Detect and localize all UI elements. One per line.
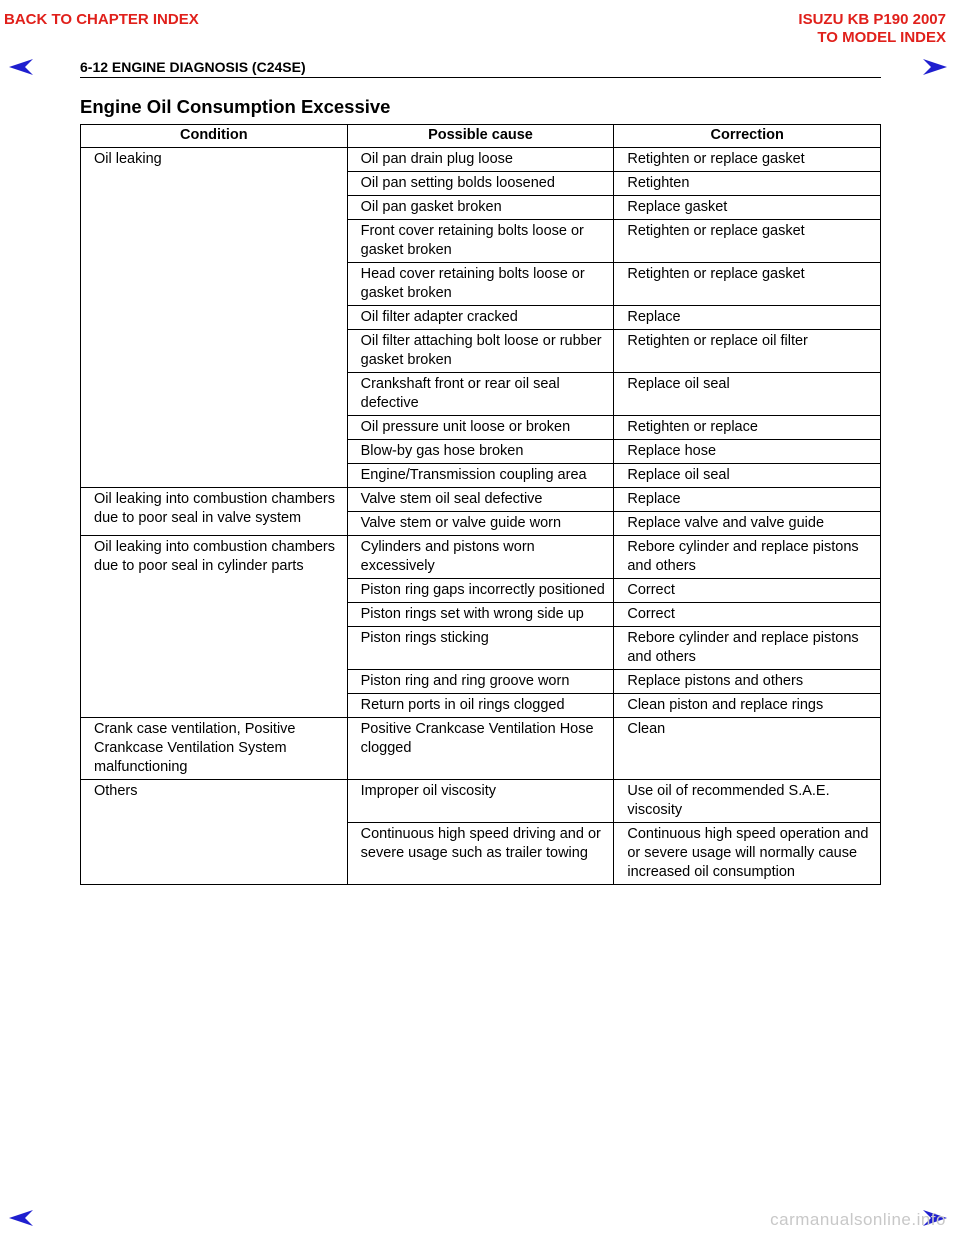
- possible-cause-cell: Cylinders and pistons worn excessively: [347, 536, 614, 579]
- table-row: [81, 148, 881, 172]
- correction-cell: Retighten: [614, 172, 881, 196]
- correction-cell: Replace oil seal: [614, 464, 881, 488]
- possible-cause-cell: Piston rings set with wrong side up: [347, 603, 614, 627]
- table-row: [81, 718, 881, 780]
- possible-cause-cell: Continuous high speed driving and or severe usage such as trailer towing: [347, 823, 614, 885]
- possible-cause-cell: Engine/Transmission coupling area: [347, 464, 614, 488]
- possible-cause-cell: Blow-by gas hose broken: [347, 440, 614, 464]
- possible-cause-cell: Piston rings sticking: [347, 627, 614, 670]
- possible-cause-cell: Front cover retaining bolts loose or gasket broken: [347, 220, 614, 263]
- model-title-link[interactable]: ISUZU KB P190 2007: [798, 11, 946, 28]
- correction-cell: Correct: [614, 603, 881, 627]
- correction-cell: Replace pistons and others: [614, 670, 881, 694]
- possible-cause-cell: Return ports in oil rings clogged: [347, 694, 614, 718]
- section-title: Engine Oil Consumption Excessive: [80, 96, 391, 117]
- correction-cell: Continuous high speed operation and or severe usage will normally cause increased oil consumption: [614, 823, 881, 885]
- condition-cell: Oil leaking into combustion chambers due to poor seal in cylinder parts: [81, 536, 348, 718]
- column-header-condition: Condition: [81, 125, 348, 148]
- correction-cell: Clean piston and replace rings: [614, 694, 881, 718]
- possible-cause-cell: Head cover retaining bolts loose or gasket broken: [347, 263, 614, 306]
- correction-cell: Replace hose: [614, 440, 881, 464]
- possible-cause-cell: Oil pan drain plug loose: [347, 148, 614, 172]
- correction-cell: Retighten or replace: [614, 416, 881, 440]
- possible-cause-cell: Crankshaft front or rear oil seal defective: [347, 373, 614, 416]
- column-header-correction: Correction: [614, 125, 881, 148]
- condition-cell: Others: [81, 780, 348, 885]
- back-to-chapter-index-link[interactable]: BACK TO CHAPTER INDEX: [4, 11, 199, 28]
- correction-cell: Rebore cylinder and replace pistons and others: [614, 536, 881, 579]
- correction-cell: Replace gasket: [614, 196, 881, 220]
- correction-cell: Replace oil seal: [614, 373, 881, 416]
- correction-cell: Use oil of recommended S.A.E. viscosity: [614, 780, 881, 823]
- possible-cause-cell: Oil filter attaching bolt loose or rubber gasket broken: [347, 330, 614, 373]
- correction-cell: Rebore cylinder and replace pistons and others: [614, 627, 881, 670]
- possible-cause-cell: Valve stem or valve guide worn: [347, 512, 614, 536]
- next-page-arrow-icon[interactable]: [922, 58, 948, 76]
- possible-cause-cell: Improper oil viscosity: [347, 780, 614, 823]
- condition-cell: Oil leaking into combustion chambers due to poor seal in valve system: [81, 488, 348, 536]
- correction-cell: Clean: [614, 718, 881, 780]
- column-header-possible-cause: Possible cause: [347, 125, 614, 148]
- page-header: 6-12 ENGINE DIAGNOSIS (C24SE): [80, 59, 881, 78]
- possible-cause-cell: Piston ring and ring groove worn: [347, 670, 614, 694]
- condition-cell: Oil leaking: [81, 148, 348, 488]
- possible-cause-cell: Oil pan gasket broken: [347, 196, 614, 220]
- correction-cell: Retighten or replace gasket: [614, 263, 881, 306]
- possible-cause-cell: Piston ring gaps incorrectly positioned: [347, 579, 614, 603]
- table-header-row: [81, 125, 881, 148]
- condition-cell: Crank case ventilation, Positive Crankcase Ventilation System malfunctioning: [81, 718, 348, 780]
- possible-cause-cell: Valve stem oil seal defective: [347, 488, 614, 512]
- diagnosis-table: [80, 124, 881, 885]
- possible-cause-cell: Oil filter adapter cracked: [347, 306, 614, 330]
- correction-cell: Replace valve and valve guide: [614, 512, 881, 536]
- correction-cell: Retighten or replace gasket: [614, 220, 881, 263]
- correction-cell: Correct: [614, 579, 881, 603]
- correction-cell: Replace: [614, 488, 881, 512]
- possible-cause-cell: Positive Crankcase Ventilation Hose clogged: [347, 718, 614, 780]
- correction-cell: Retighten or replace gasket: [614, 148, 881, 172]
- table-row: [81, 488, 881, 512]
- previous-page-arrow-icon[interactable]: [8, 1209, 34, 1227]
- correction-cell: Replace: [614, 306, 881, 330]
- table-row: [81, 536, 881, 579]
- possible-cause-cell: Oil pan setting bolds loosened: [347, 172, 614, 196]
- to-model-index-link[interactable]: TO MODEL INDEX: [817, 29, 946, 46]
- possible-cause-cell: Oil pressure unit loose or broken: [347, 416, 614, 440]
- watermark: carmanualsonline.info: [770, 1210, 946, 1229]
- previous-page-arrow-icon[interactable]: [8, 58, 34, 76]
- correction-cell: Retighten or replace oil filter: [614, 330, 881, 373]
- table-body: [81, 148, 881, 885]
- table-row: [81, 780, 881, 823]
